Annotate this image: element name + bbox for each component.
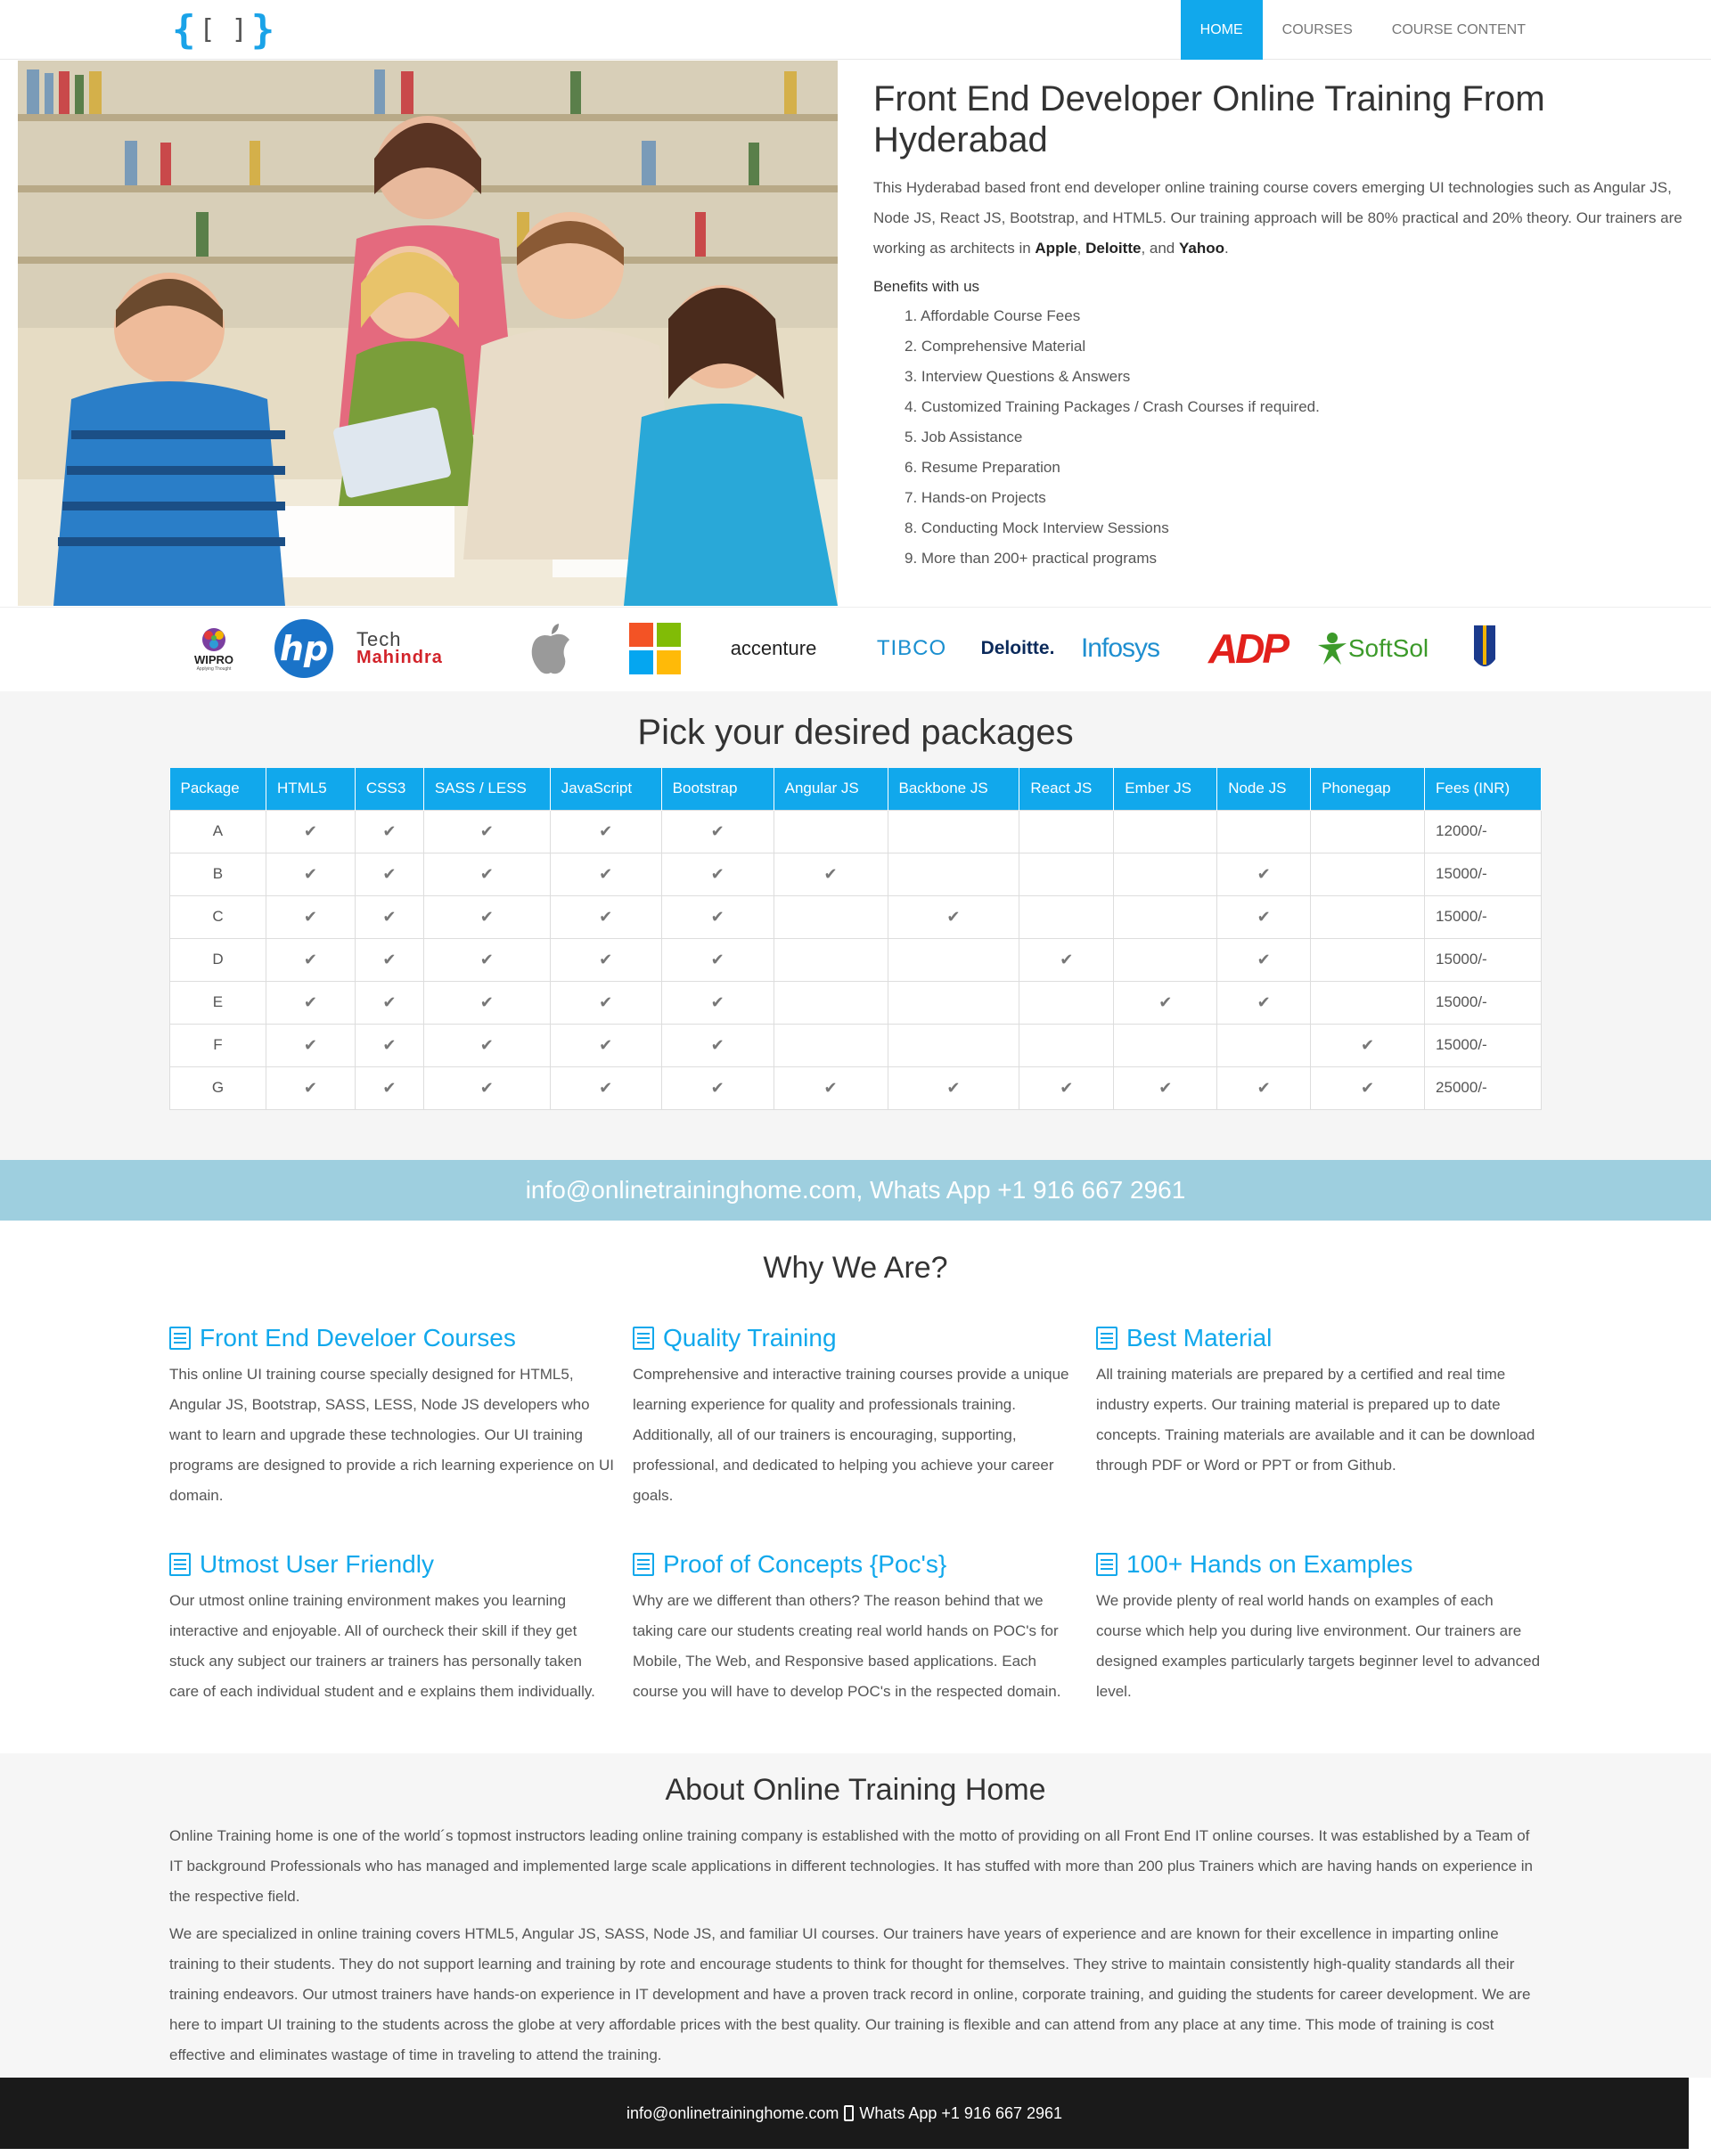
checkmark-icon: ✔ [599,992,613,1011]
package-feature-cell [1217,938,1311,981]
checkmark-icon: ✔ [710,950,725,968]
logo-left-brace: { [172,7,196,53]
footer-email[interactable]: info@onlinetraininghome.com [626,2103,839,2122]
benefit-item: 6. Resume Preparation [905,459,1060,476]
checkmark-icon: ✔ [710,864,725,883]
students-illustration [18,61,838,606]
package-feature-cell [1217,981,1311,1024]
checkmark-icon: ✔ [382,1035,397,1054]
package-feature-cell [1217,895,1311,938]
feature-text: We provide plenty of real world hands on examples of each course which help you during live environment. Our trainers are designed examples particularly targets beginner level to advanced level. [1096,1592,1541,1700]
package-feature-cell [774,1066,888,1109]
checkmark-icon: ✔ [710,821,725,840]
accenture-text: accenture [730,637,817,659]
package-feature-cell [661,1066,774,1109]
table-row [170,981,1542,1024]
package-feature-cell [888,895,1019,938]
package-fee-cell: 15000/- [1425,895,1542,938]
column-header: CSS3 [355,768,423,810]
footer-whatsapp[interactable]: Whats App +1 916 667 2961 [859,2103,1063,2122]
checkmark-icon: ✔ [823,864,838,883]
package-feature-cell [1114,1066,1217,1109]
hero-desc-text: This Hyderabad based front end developer online training course covers emerging UI technologies such as Angular JS, Node JS, React JS, Bootstrap, and HTML5. Our training approach will be 80% practical and 20% theory. Our trainers are working as architects in [873,179,1682,257]
softsol-text: SoftSol [1347,634,1429,662]
checkmark-icon: ✔ [599,864,613,883]
table-row [170,853,1542,895]
package-feature-cell [661,938,774,981]
package-feature-cell [774,1024,888,1066]
package-feature-cell [550,1066,661,1109]
apple-icon [527,622,575,675]
package-feature-cell [661,981,774,1024]
table-row [170,1024,1542,1066]
package-feature-cell [266,1024,355,1066]
checkmark-icon: ✔ [1257,992,1271,1011]
feature-title: Proof of Concepts {Poc's} [663,1550,947,1578]
feature-text: Our utmost online training environment makes you learning interactive and enjoyable. All of ourcheck their skill if they get stuck any subject our trainers ar trainers has personally taken care of each individual student and e explains them individually. [169,1592,595,1700]
checkmark-icon: ✔ [479,821,494,840]
wipro-flower-icon [194,626,233,653]
feature-heading [1096,1548,1542,1580]
hp-text: hp [274,619,333,678]
checkmark-icon: ✔ [710,1078,725,1097]
list-icon [1096,1553,1117,1576]
package-feature-cell [1217,1066,1311,1109]
checkmark-icon: ✔ [823,1078,838,1097]
about-title: About Online Training Home [665,1773,1046,1807]
feature-text: Comprehensive and interactive training courses provide a unique learning experience for quality and professionals training. Additionally, all of our trainers is encouraging, supporting, professional, and dedicated to helping you achieve your career goals. [633,1366,1069,1504]
package-feature-cell [355,895,423,938]
why-title: Why We Are? [763,1251,948,1285]
checkmark-icon: ✔ [479,907,494,926]
column-header: Node JS [1217,768,1311,810]
mahindra-text: Mahindra [356,648,443,667]
package-feature-cell [661,1024,774,1066]
package-feature-cell [661,895,774,938]
feature-heading [633,1322,1078,1354]
benefit-item: 1. Affordable Course Fees [905,307,1081,324]
list-icon [169,1327,191,1350]
checkmark-icon: ✔ [303,1035,317,1054]
package-name-cell: F [170,1024,266,1066]
package-feature-cell [423,853,550,895]
packages-table [169,768,1542,1110]
packages-section [0,691,1711,1160]
accenture-logo [727,620,820,677]
package-feature-cell [1311,938,1425,981]
checkmark-icon: ✔ [303,821,317,840]
benefit-item: 5. Job Assistance [905,429,1023,445]
package-fee-cell: 15000/- [1425,853,1542,895]
tech-text: Tech [356,628,402,650]
benefit-item: 3. Interview Questions & Answers [905,368,1131,385]
table-row [170,938,1542,981]
feature-text: Why are we different than others? The reason behind that we taking care our students creating real world hands on POC's for Mobile, The Web, and Responsive based applications. Each course you will have to develop POC's in the respected domain. [633,1592,1061,1700]
page-title: Front End Developer Online Training From Hyderabad [873,79,1545,159]
package-feature-cell [266,1066,355,1109]
package-feature-cell [423,895,550,938]
feature-heading [169,1322,615,1354]
checkmark-icon: ✔ [1361,1078,1375,1097]
tibco-logo [873,620,950,677]
package-feature-cell [888,853,1019,895]
softsol-figure-icon [1316,631,1348,666]
package-feature-cell [423,810,550,853]
package-feature-cell [266,895,355,938]
checkmark-icon: ✔ [599,950,613,968]
column-header: JavaScript [550,768,661,810]
adp-text: ADP [1208,625,1288,672]
package-feature-cell [1114,853,1217,895]
feature-title: Best Material [1126,1324,1273,1352]
column-header: Phonegap [1311,768,1425,810]
package-feature-cell [1114,810,1217,853]
package-feature-cell [1311,853,1425,895]
hero-yahoo: Yahoo [1178,240,1224,257]
checkmark-icon: ✔ [382,864,397,883]
package-feature-cell [1311,895,1425,938]
package-feature-cell [423,981,550,1024]
checkmark-icon: ✔ [479,1078,494,1097]
nav-menu [1181,0,1545,60]
checkmark-icon: ✔ [599,1035,613,1054]
checkmark-icon: ✔ [303,1078,317,1097]
package-feature-cell [550,1024,661,1066]
wipro-text: WIPRO [193,652,234,666]
package-fee-cell: 15000/- [1425,1024,1542,1066]
deloitte-text: Deloitte. [980,638,1055,658]
benefit-item: 4. Customized Training Packages / Crash Courses if required. [905,398,1320,415]
feature-card [169,1548,615,1707]
package-name-cell: C [170,895,266,938]
checkmark-icon: ✔ [382,821,397,840]
package-feature-cell [1019,810,1114,853]
package-feature-cell [1019,895,1114,938]
feature-title: Quality Training [663,1324,837,1352]
nav-course-content[interactable]: COURSE CONTENT [1391,21,1526,37]
package-feature-cell [423,1066,550,1109]
hero-content [873,78,1693,574]
column-header: Package [170,768,266,810]
packages-table-body [170,810,1542,1109]
package-feature-cell [355,853,423,895]
package-feature-cell [888,938,1019,981]
list-icon [1096,1327,1117,1350]
feature-text: This online UI training course specially designed for HTML5, Angular JS, Bootstrap, SASS, LESS, Node JS developers who want to learn and upgrade these technologies. Our UI training programs are designed to provide a rich learning experience on UI domain. [169,1366,614,1504]
column-header: React JS [1019,768,1114,810]
package-feature-cell [266,981,355,1024]
checkmark-icon: ✔ [1257,950,1271,968]
package-feature-cell [1114,938,1217,981]
package-feature-cell [1114,981,1217,1024]
checkmark-icon: ✔ [303,907,317,926]
feature-text: All training materials are prepared by a certified and real time industry experts. Our training material is prepared up to date concepts. Training materials are available and it can be download through PDF or Word or PPT or from Github. [1096,1366,1535,1474]
table-row [170,1066,1542,1109]
feature-card [633,1322,1078,1511]
windows-icon [629,623,681,674]
column-header: Angular JS [774,768,888,810]
checkmark-icon: ✔ [946,907,961,926]
benefit-item: 8. Conducting Mock Interview Sessions [905,519,1169,536]
package-feature-cell [550,938,661,981]
checkmark-icon: ✔ [1257,1078,1271,1097]
logo-right-brace: } [250,7,275,53]
package-feature-cell [266,853,355,895]
package-feature-cell [661,810,774,853]
column-header: Ember JS [1114,768,1217,810]
about-paragraph-1: Online Training home is one of the world´s topmost instructors leading online training company is established with the motto of providing on all Front End IT online courses. It was established by a Team of IT background Professionals who has managed and implemented large scale applications in different technologies. It has stuffed with more than 200 plus Trainers which are having hands on experience in the respective field. [169,1827,1533,1905]
navbar [0,0,1711,60]
wipro-logo [183,620,245,677]
package-feature-cell [423,938,550,981]
package-name-cell: D [170,938,266,981]
hero-sep-2: , and [1141,240,1179,257]
package-fee-cell: 12000/- [1425,810,1542,853]
list-icon [169,1553,191,1576]
package-fee-cell: 15000/- [1425,981,1542,1024]
checkmark-icon: ✔ [1060,1078,1074,1097]
package-feature-cell [1217,1024,1311,1066]
checkmark-icon: ✔ [710,1035,725,1054]
checkmark-icon: ✔ [1257,864,1271,883]
package-feature-cell [355,1024,423,1066]
column-header: Fees (INR) [1425,768,1542,810]
table-row [170,810,1542,853]
nav-courses[interactable]: COURSES [1281,21,1353,37]
column-header: Backbone JS [888,768,1019,810]
feature-title: 100+ Hands on Examples [1126,1550,1413,1578]
checkmark-icon: ✔ [1361,1035,1375,1054]
checkmark-icon: ✔ [382,950,397,968]
checkmark-icon: ✔ [382,1078,397,1097]
package-feature-cell [355,1066,423,1109]
package-feature-cell [355,938,423,981]
package-feature-cell [1019,981,1114,1024]
footer [0,2078,1689,2149]
benefit-item: 7. Hands-on Projects [905,489,1046,506]
table-row [170,895,1542,938]
package-feature-cell [774,853,888,895]
feature-heading [633,1548,1078,1580]
benefit-item: 2. Comprehensive Material [905,338,1086,355]
column-header: Bootstrap [661,768,774,810]
feature-card [1096,1322,1542,1481]
package-feature-cell [266,938,355,981]
package-name-cell: A [170,810,266,853]
benefit-item: 9. More than 200+ practical programs [905,550,1158,567]
checkmark-icon: ✔ [479,950,494,968]
logo-brackets: [ ] [199,14,248,45]
checkmark-icon: ✔ [382,907,397,926]
package-feature-cell [888,981,1019,1024]
package-feature-cell [1217,853,1311,895]
package-name-cell: G [170,1066,266,1109]
softsol-logo [1310,620,1435,677]
site-logo[interactable] [172,9,274,52]
nav-home[interactable]: HOME [1181,0,1263,60]
hero-apple: Apple [1035,240,1077,257]
checkmark-icon: ✔ [599,821,613,840]
hero-photo [18,61,838,606]
feature-title: Front End Develoer Courses [200,1324,516,1352]
package-feature-cell [550,895,661,938]
university-logo [1470,620,1499,677]
wipro-tagline: Applying Thought [196,666,232,672]
package-feature-cell [355,981,423,1024]
package-feature-cell [1311,1066,1425,1109]
tibco-text: TIBCO [876,636,947,660]
list-icon [633,1553,654,1576]
hp-logo [273,620,335,677]
package-feature-cell [888,810,1019,853]
column-header: SASS / LESS [423,768,550,810]
about-section [0,1753,1711,2078]
checkmark-icon: ✔ [479,864,494,883]
package-feature-cell [423,1024,550,1066]
packages-title: Pick your desired packages [637,713,1074,752]
package-feature-cell [888,1024,1019,1066]
column-header: HTML5 [266,768,355,810]
feature-card [633,1548,1078,1707]
feature-card [1096,1548,1542,1707]
package-feature-cell [1114,895,1217,938]
mobile-phone-icon [844,2105,854,2121]
package-feature-cell [1019,853,1114,895]
adp-logo [1205,620,1290,677]
feature-heading [169,1548,615,1580]
package-feature-cell [1019,1024,1114,1066]
package-feature-cell [1019,938,1114,981]
package-feature-cell [1019,1066,1114,1109]
client-logos [0,607,1711,691]
contact-banner[interactable]: info@onlinetraininghome.com, Whats App +1 916 667 2961 [0,1160,1711,1221]
checkmark-icon: ✔ [382,992,397,1011]
package-feature-cell [774,938,888,981]
package-name-cell: B [170,853,266,895]
benefits-heading: Benefits with us [873,278,980,295]
hero-description [873,173,1693,264]
package-feature-cell [1114,1024,1217,1066]
package-feature-cell [550,810,661,853]
table-header-row [170,768,1542,810]
package-fee-cell: 15000/- [1425,938,1542,981]
checkmark-icon: ✔ [303,992,317,1011]
package-feature-cell [266,810,355,853]
package-feature-cell [355,810,423,853]
feature-title: Utmost User Friendly [200,1550,434,1578]
hero-end: . [1224,240,1229,257]
infosys-text: Infosys [1080,633,1160,663]
package-feature-cell [1311,1024,1425,1066]
checkmark-icon: ✔ [479,992,494,1011]
checkmark-icon: ✔ [303,864,317,883]
package-feature-cell [774,981,888,1024]
checkmark-icon: ✔ [1060,950,1074,968]
package-feature-cell [550,981,661,1024]
package-fee-cell: 25000/- [1425,1066,1542,1109]
package-feature-cell [774,895,888,938]
feature-card [169,1322,615,1511]
package-feature-cell [661,853,774,895]
shield-emblem-icon [1472,624,1497,674]
package-feature-cell [1217,810,1311,853]
feature-heading [1096,1322,1542,1354]
checkmark-icon: ✔ [599,1078,613,1097]
checkmark-icon: ✔ [599,907,613,926]
checkmark-icon: ✔ [1257,907,1271,926]
package-feature-cell [888,1066,1019,1109]
checkmark-icon: ✔ [1158,1078,1173,1097]
package-feature-cell [1311,981,1425,1024]
package-feature-cell [550,853,661,895]
list-icon [633,1327,654,1350]
checkmark-icon: ✔ [710,992,725,1011]
checkmark-icon: ✔ [710,907,725,926]
package-feature-cell [774,810,888,853]
microsoft-logo [628,620,682,677]
deloitte-logo [978,620,1057,677]
checkmark-icon: ✔ [303,950,317,968]
benefits-list [873,301,1693,574]
techmahindra-logo [356,620,485,677]
hero-sep-1: , [1077,240,1086,257]
infosys-logo [1080,620,1160,677]
apple-logo [524,620,577,677]
package-name-cell: E [170,981,266,1024]
checkmark-icon: ✔ [946,1078,961,1097]
checkmark-icon: ✔ [1158,992,1173,1011]
about-paragraph-2: We are specialized in online training covers HTML5, Angular JS, SASS, Node JS, and familiar UI courses. Our trainers have years of experience and are known for their excellence in imparting online training to their students. They do not support learning and training by rote and encourage students to think for thought for themselves. They strive to maintain consistently high-quality standards all their training endeavors. Our utmost trainers have hands-on experience in IT development and have a proven track record in online, corporate training, and guiding the students for career development. We are here to impart UI training to the students across the globe at very affordable prices with the best quality. Our training is flexible and can attend from any place at any time. This mode of training is cost effective and eliminates wastage of time in traveling to attend the training. [169,1925,1531,2063]
package-feature-cell [1311,810,1425,853]
hero-deloitte: Deloitte [1085,240,1142,257]
checkmark-icon: ✔ [479,1035,494,1054]
